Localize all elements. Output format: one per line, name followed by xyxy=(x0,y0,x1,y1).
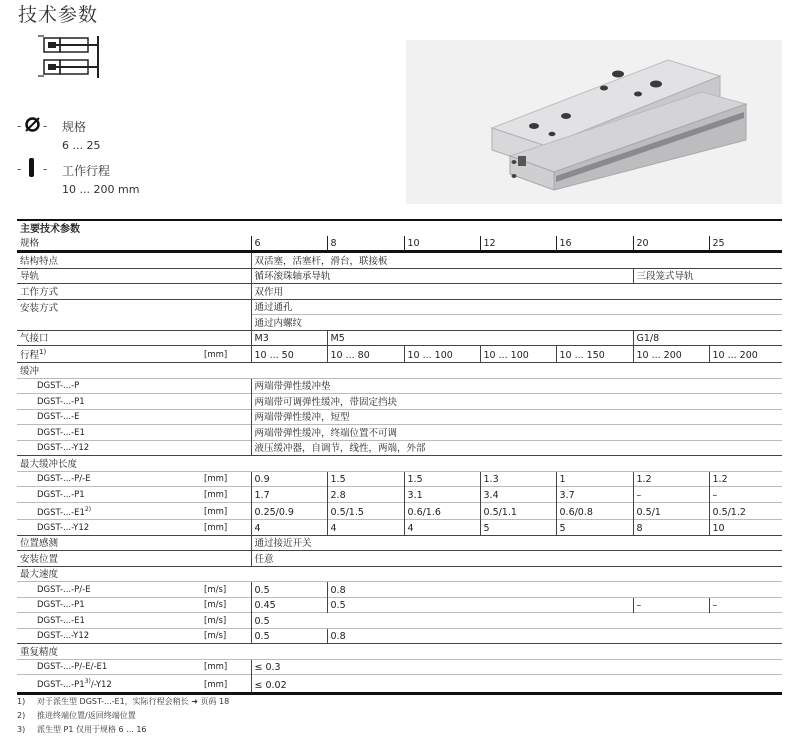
variant-label: DGST-...-Y12 xyxy=(17,520,201,536)
row-value: 5 xyxy=(556,520,633,536)
table-row xyxy=(17,520,782,536)
table-row xyxy=(17,628,782,644)
footnote-ref: 3) xyxy=(84,678,91,686)
row-label: 位置感测 xyxy=(17,535,201,551)
row-value: 循环滚珠轴承导轨 xyxy=(251,268,633,284)
footnote-number: 3) xyxy=(17,725,26,734)
row-value: M3 xyxy=(251,330,327,346)
footnote-ref: 2) xyxy=(84,505,92,513)
row-value: 任意 xyxy=(251,551,782,567)
table-row xyxy=(17,299,782,315)
row-value: 10 ... 100 xyxy=(480,346,556,363)
size-cell: 8 xyxy=(327,236,404,252)
row-value: 2.8 xyxy=(327,487,404,503)
row-value: 通过内螺纹 xyxy=(251,315,782,331)
row-value: 0.8 xyxy=(327,628,782,644)
table-row xyxy=(17,487,782,503)
variant-label xyxy=(17,502,201,520)
row-value: G1/8 xyxy=(633,330,782,346)
row-value: – xyxy=(633,597,709,613)
table-row xyxy=(17,378,782,394)
unit: [mm] xyxy=(201,346,251,363)
row-value: 0.9 xyxy=(251,471,327,487)
stroke-range: 10 ... 200 mm xyxy=(62,183,140,196)
row-value: 4 xyxy=(404,520,480,536)
section-row xyxy=(17,566,782,582)
row-label xyxy=(17,346,201,363)
section-label: 重复精度 xyxy=(17,644,782,660)
variant-label: DGST-...-P1 xyxy=(17,597,201,613)
row-value: 4 xyxy=(327,520,404,536)
table-row xyxy=(17,330,782,346)
row-value: 0.5 xyxy=(251,582,327,598)
row-value: 0.6/0.8 xyxy=(556,502,633,520)
table-row xyxy=(17,394,782,410)
section-label: 最大速度 xyxy=(17,566,782,582)
table-row xyxy=(17,675,782,694)
variant-label xyxy=(17,675,201,694)
variant-label: DGST-...-P1 xyxy=(17,394,201,410)
table-row xyxy=(17,597,782,613)
table-row xyxy=(17,440,782,456)
row-value: M5 xyxy=(327,330,633,346)
row-value: 两端带弹性缓冲垫 xyxy=(251,378,782,394)
variant-label: DGST-...-E xyxy=(17,409,201,425)
row-value: 8 xyxy=(633,520,709,536)
dash-mark: - xyxy=(43,162,48,176)
variant-label: DGST-...-P xyxy=(17,378,201,394)
table-row xyxy=(17,252,782,269)
row-value: ≤ 0.3 xyxy=(251,659,782,675)
row-value: 三段笼式导轨 xyxy=(633,268,782,284)
table-row xyxy=(17,315,782,331)
footnote-text: 对于派生型 DGST-...-E1，实际行程会稍长 ➜ 页码 18 xyxy=(37,697,230,706)
size-label: 规格 xyxy=(17,236,201,252)
row-value: 0.5/1.2 xyxy=(709,502,782,520)
variant-label: DGST-...-P/-E xyxy=(17,582,201,598)
row-value: 两端带可调弹性缓冲，带固定挡块 xyxy=(251,394,782,410)
row-value: 0.5 xyxy=(327,597,633,613)
mini-slide-image xyxy=(406,40,782,204)
size-cell: 10 xyxy=(404,236,480,252)
row-value: 0.5/1.5 xyxy=(327,502,404,520)
table-row xyxy=(17,535,782,551)
unit: [m/s] xyxy=(201,628,251,644)
table-row xyxy=(17,502,782,520)
row-value: 1.5 xyxy=(404,471,480,487)
size-cell: 6 xyxy=(251,236,327,252)
unit: [m/s] xyxy=(201,582,251,598)
stroke-label: 行程 xyxy=(20,350,40,362)
row-value: 3.4 xyxy=(480,487,556,503)
row-value: 双作用 xyxy=(251,284,782,300)
footnote-text: 推进终端位置/返回终端位置 xyxy=(37,711,136,720)
size-header-row xyxy=(17,236,782,252)
row-value: 10 ... 50 xyxy=(251,346,327,363)
row-value: 0.25/0.9 xyxy=(251,502,327,520)
table-row xyxy=(17,659,782,675)
footnote-number: 1) xyxy=(17,697,26,706)
table-heading-row xyxy=(17,220,782,236)
table-row xyxy=(17,551,782,567)
table-row xyxy=(17,409,782,425)
footnote-ref: 1) xyxy=(39,348,47,356)
row-value: 0.45 xyxy=(251,597,327,613)
stroke-spec xyxy=(62,162,139,196)
row-value: 3.1 xyxy=(404,487,480,503)
cylinder-symbol-icon xyxy=(38,34,100,82)
row-label: 结构特点 xyxy=(17,252,201,269)
row-value: 通过通孔 xyxy=(251,299,782,315)
row-value: 10 ... 80 xyxy=(327,346,404,363)
variant-label: DGST-...-E1 xyxy=(17,613,201,629)
row-value: 1.7 xyxy=(251,487,327,503)
variant-text: DGST-...-E1 xyxy=(37,507,85,518)
table-heading: 主要技术参数 xyxy=(17,220,782,236)
row-value: 0.5/1.1 xyxy=(480,502,556,520)
section-row xyxy=(17,363,782,379)
size-cell: 12 xyxy=(480,236,556,252)
table-row xyxy=(17,471,782,487)
unit: [mm] xyxy=(201,487,251,503)
technical-data-table xyxy=(17,219,782,695)
row-value: 1.3 xyxy=(480,471,556,487)
diameter-icon xyxy=(24,116,41,133)
dash-mark: - xyxy=(17,162,22,176)
row-value: 0.5 xyxy=(251,613,782,629)
row-value: 10 ... 150 xyxy=(556,346,633,363)
variant-label: DGST-...-P/-E/-E1 xyxy=(17,659,201,675)
footnote-number: 2) xyxy=(17,711,26,720)
size-cell: 20 xyxy=(633,236,709,252)
row-label: 导轨 xyxy=(17,268,201,284)
footnote-text: 派生型 P1 仅用于规格 6 ... 16 xyxy=(37,725,147,734)
section-label: 最大缓冲长度 xyxy=(17,456,782,472)
unit: [mm] xyxy=(201,675,251,694)
table-row xyxy=(17,425,782,441)
variant-label: DGST-...-Y12 xyxy=(17,628,201,644)
table-row xyxy=(17,582,782,598)
unit: [mm] xyxy=(201,659,251,675)
table-row xyxy=(17,613,782,629)
row-value: 1.5 xyxy=(327,471,404,487)
table-row xyxy=(17,346,782,363)
row-value: 两端带弹性缓冲，终端位置不可调 xyxy=(251,425,782,441)
row-label: 安装位置 xyxy=(17,551,201,567)
unit: [m/s] xyxy=(201,597,251,613)
dash-mark: - xyxy=(43,119,48,133)
row-value: 0.5/1 xyxy=(633,502,709,520)
row-value: 0.8 xyxy=(327,582,782,598)
size-cell: 16 xyxy=(556,236,633,252)
row-value: 双活塞，活塞杆，滑台，联接板 xyxy=(251,252,782,269)
variant-label: DGST-...-Y12 xyxy=(17,440,201,456)
row-value: 两端带弹性缓冲，短型 xyxy=(251,409,782,425)
row-value: 0.6/1.6 xyxy=(404,502,480,520)
unit: [m/s] xyxy=(201,613,251,629)
row-label: 气接口 xyxy=(17,330,201,346)
table-row xyxy=(17,284,782,300)
row-label: 工作方式 xyxy=(17,284,201,300)
section-row xyxy=(17,644,782,660)
row-value: 0.5 xyxy=(251,628,327,644)
row-value: 10 ... 200 xyxy=(633,346,709,363)
row-value: 液压缓冲器，自调节，线性，两端，外部 xyxy=(251,440,782,456)
page-title: 技术参数 xyxy=(18,4,99,26)
unit: [mm] xyxy=(201,520,251,536)
row-label: 安装方式 xyxy=(17,299,201,315)
row-value: – xyxy=(709,487,782,503)
dash-mark: - xyxy=(17,119,22,133)
stroke-label: 工作行程 xyxy=(62,164,111,178)
size-range: 6 ... 25 xyxy=(62,139,101,152)
unit: [mm] xyxy=(201,502,251,520)
variant-label: DGST-...-E1 xyxy=(17,425,201,441)
footnote xyxy=(17,696,229,707)
section-row xyxy=(17,456,782,472)
size-cell: 25 xyxy=(709,236,782,252)
stroke-icon xyxy=(29,158,34,177)
footnote xyxy=(17,710,136,721)
size-spec xyxy=(62,118,100,152)
row-value: 10 xyxy=(709,520,782,536)
variant-text: /-Y12 xyxy=(90,680,112,691)
row-value: 3.7 xyxy=(556,487,633,503)
row-value: ≤ 0.02 xyxy=(251,675,782,694)
variant-label: DGST-...-P/-E xyxy=(17,471,201,487)
row-value: 1.2 xyxy=(709,471,782,487)
row-value: 5 xyxy=(480,520,556,536)
footnote xyxy=(17,724,147,735)
table-row xyxy=(17,268,782,284)
row-value: 10 ... 100 xyxy=(404,346,480,363)
row-value: 10 ... 200 xyxy=(709,346,782,363)
row-value: 1 xyxy=(556,471,633,487)
unit: [mm] xyxy=(201,471,251,487)
row-value: 通过接近开关 xyxy=(251,535,782,551)
row-value: 4 xyxy=(251,520,327,536)
row-value: – xyxy=(633,487,709,503)
section-label: 缓冲 xyxy=(17,363,782,379)
product-photo xyxy=(406,40,782,204)
variant-label: DGST-...-P1 xyxy=(17,487,201,503)
row-value: 1.2 xyxy=(633,471,709,487)
row-value: – xyxy=(709,597,782,613)
size-label: 规格 xyxy=(62,120,87,134)
variant-text: DGST-...-P1 xyxy=(37,680,85,691)
